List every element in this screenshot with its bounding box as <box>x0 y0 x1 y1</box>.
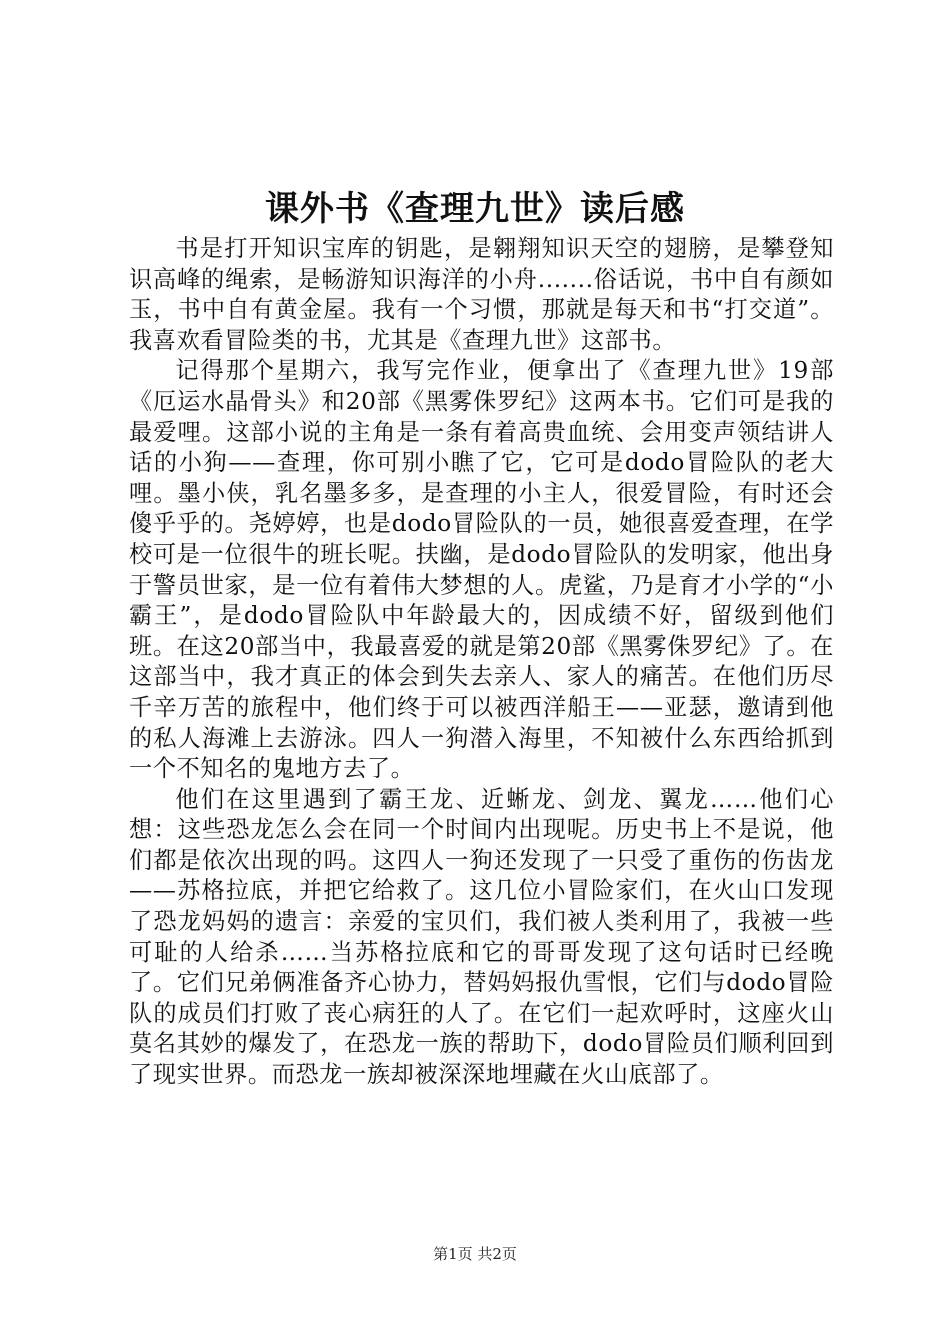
document-title: 课外书《查理九世》读后感 <box>265 189 685 229</box>
document-body <box>129 234 834 1091</box>
paragraph-3: 他们在这里遇到了霸王龙、近蜥龙、剑龙、翼龙……他们心想：这些恐龙怎么会在同一个时间内出现呢。历史书上不是说，他们都是依次出现的吗。这四人一狗还发现了一只受了重伤的伤齿龙——苏格拉底，并把它给救了。这几位小冒险家们，在火山口发现了恐龙妈妈的遗言：亲爱的宝贝们，我们被人类利用了，我被一些可耻的人给杀……当苏格拉底和它的哥哥发现了这句话时已经晚了。它们兄弟俩准备齐心协力，替妈妈报仇雪恨，它们与dodo冒险队的成员们打败了丧心病狂的人了。在它们一起欢呼时，这座火山莫名其妙的爆发了，在恐龙一族的帮助下，dodo冒险员们顺利回到了现实世界。而恐龙一族却被深深地埋藏在火山底部了。 <box>129 785 834 1089</box>
paragraph-1: 书是打开知识宝库的钥匙，是翱翔知识天空的翅膀，是攀登知识高峰的绳索，是畅游知识海洋的小舟.......俗话说，书中自有颜如玉，书中自有黄金屋。我有一个习惯，那就是每天和书“打交道”。我喜欢看冒险类的书，尤其是《查理九世》这部书。 <box>129 235 834 354</box>
page-footer: 第1页 共2页 <box>433 1245 517 1263</box>
paragraph-2: 记得那个星期六，我写完作业，便拿出了《查理九世》19部《厄运水晶骨头》和20部《黑雾侏罗纪》这两本书。它们可是我的最爱哩。这部小说的主角是一条有着高贵血统、会用变声领结讲人话的小狗——查理，你可别小瞧了它，它可是dodo冒险队的老大哩。墨小侠，乳名墨多多，是查理的小主人，很爱冒险，有时还会傻乎乎的。尧婷婷，也是dodo冒险队的一员，她很喜爱查理，在学校可是一位很牛的班长呢。扶幽，是dodo冒险队的发明家，他出身于警员世家，是一位有着伟大梦想的人。虎鲨，乃是育才小学的“小霸王”，是dodo冒险队中年龄最大的，因成绩不好，留级到他们班。在这20部当中，我最喜爱的就是第20部《黑雾侏罗纪》了。在这部当中，我才真正的体会到失去亲人、家人的痛苦。在他们历尽千辛万苦的旅程中，他们终于可以被西洋船王——亚瑟，邀请到他的私人海滩上去游泳。四人一狗潜入海里，不知被什么东西给抓到一个不知名的鬼地方去了。 <box>129 357 834 783</box>
